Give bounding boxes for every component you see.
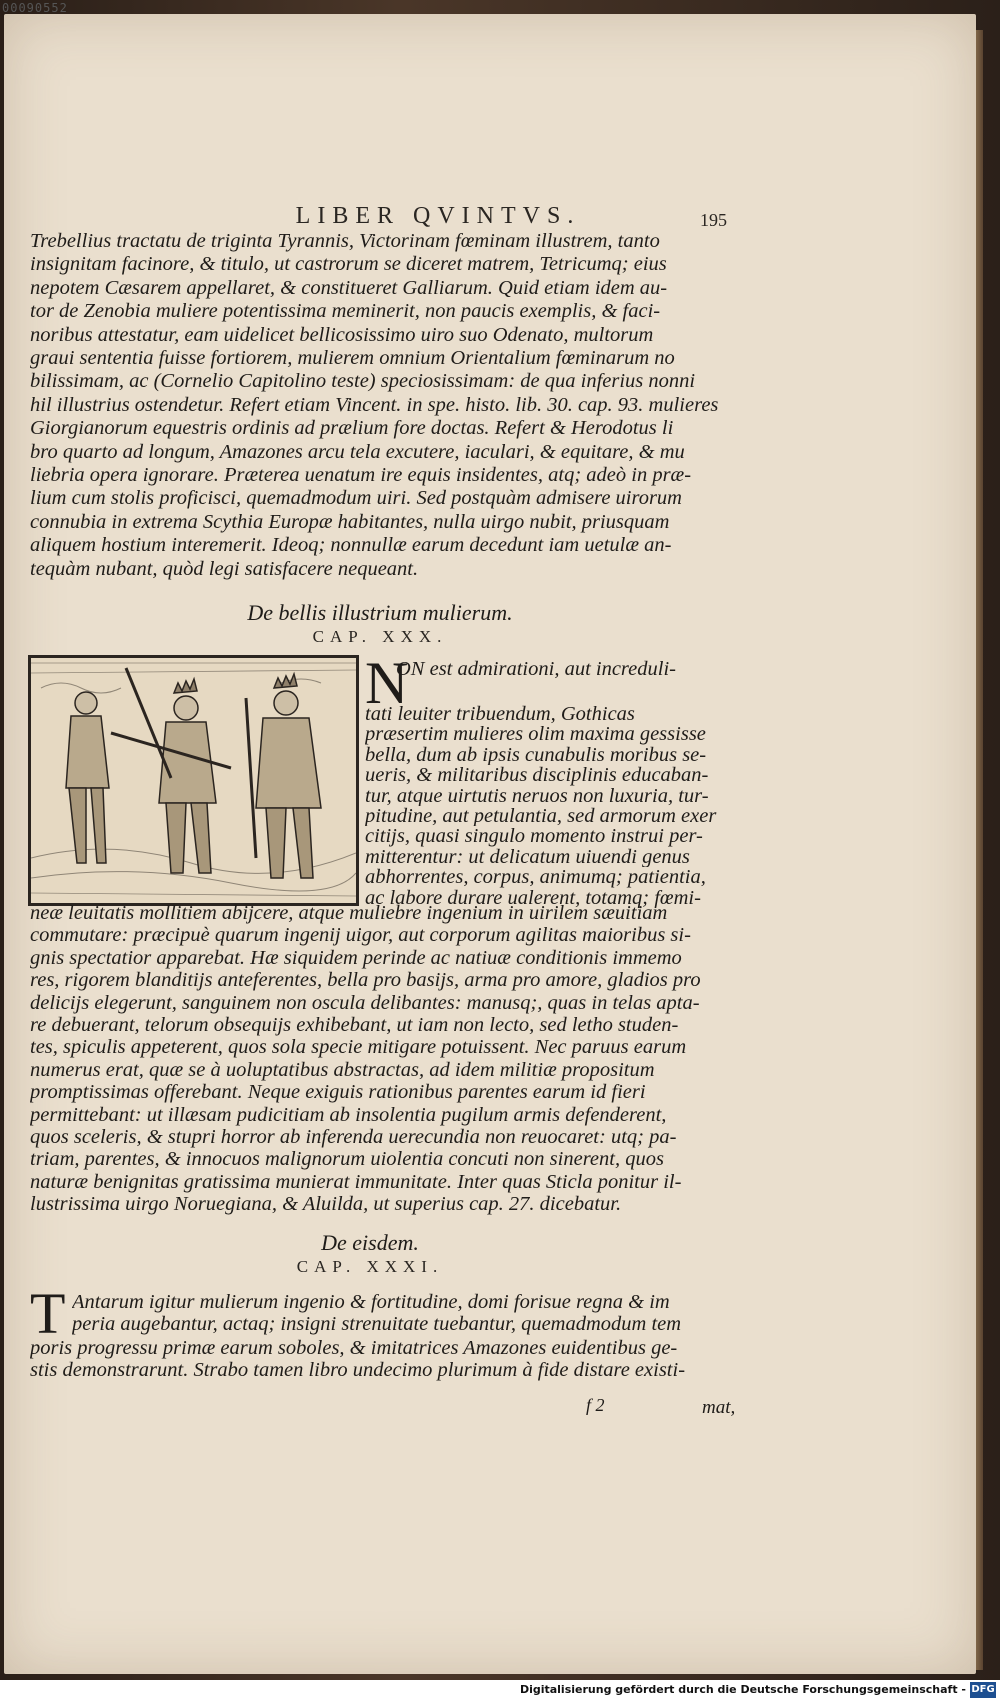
text-line: stis demonstrarunt. Strabo tamen libro undecimo plurimum à fide distare existi- — [30, 1359, 686, 1381]
chapter-31-full-width — [30, 1337, 736, 1381]
text-line: abhorrentes, corpus, animumq; patientia, — [365, 867, 706, 888]
text-line: pitudine, aut petulantia, sed armorum exer — [365, 806, 717, 827]
digitization-credit: Digitalisierung gefördert durch die Deutsche Forschungsgemeinschaft - — [519, 1683, 966, 1696]
text-line: gnis spectatior apparebat. Hæ siquidem perinde ac natiuæ conditionis immemo — [30, 946, 682, 969]
text-line: ueris, & militaribus disciplinis educaban- — [365, 765, 709, 786]
text-line: hil illustrius ostendetur. Refert etiam Vincent. in spe. histo. lib. 30. cap. 93. mulieres — [30, 393, 719, 416]
text-line: bella, dum ab ipsis cunabulis moribus se- — [365, 744, 707, 766]
woodcut-illustration — [28, 655, 359, 906]
paragraph-intro — [30, 230, 730, 581]
text-line: noribus attestatur, eam uidelicet bellicosissimo uiro suo Odenato, multorum — [30, 323, 654, 346]
text-line: numerus erat, quæ se à uoluptatibus abstractas, ad idem militiæ propositum — [30, 1058, 655, 1081]
chapter-31-cap-label: CAP. XXXI. — [296, 1257, 444, 1276]
text-line: re debuerant, telorum obsequijs exhibebant, ut iam non lecto, sed letho studen- — [30, 1014, 679, 1037]
text-line: triam, parentes, & innocuos malignorum uiolentia concuti non sinerent, quos — [30, 1148, 664, 1171]
text-line: lustrissima uirgo Noruegiana, & Aluilda, ut superius cap. 27. dicebatur. — [30, 1193, 622, 1216]
text-line: Trebellius tractatu de triginta Tyrannis, Victorinam fœminam illustrem, tanto — [30, 230, 660, 252]
text-line: lium cum stolis proficisci, quemadmodum uiri. Sed postquàm admisere uirorum — [30, 487, 682, 510]
text-line: tati leuiter tribuendum, Gothicas — [365, 704, 635, 725]
text-line: neæ leuitatis mollitiem abijcere, atque muliebre ingenium in uirilem sæuitiam — [30, 902, 668, 924]
text-line: res, rigorem blanditijs anteferentes, bella pro basijs, arma pro amore, gladios pro — [30, 969, 701, 992]
text-line: naturæ benignitas gratissima munierat immunitate. Inter quas Sticla ponitur il- — [30, 1170, 682, 1193]
chapter-30-beside-image — [365, 704, 740, 908]
text-line: quos sceleris, & stupri horror ab inferenda uerecundia non reuocaret: utq; pa- — [30, 1126, 677, 1149]
drop-cap-n: N — [365, 650, 409, 716]
signature-mark: f 2 — [586, 1395, 605, 1415]
text-line: Giorgianorum equestris ordinis ad prælium fore doctas. Refert & Herodotus li — [30, 417, 674, 440]
chapter-31-heading: De eisdem. — [321, 1230, 419, 1255]
text-line: citijs, quasi singulo momento instrui per- — [365, 826, 703, 847]
text-line: connubia in extrema Scythia Europæ habitantes, nulla uirgo nubit, priusquam — [30, 510, 670, 533]
dfg-logo: DFG — [970, 1682, 996, 1698]
text-line: tes, spiculis appeterent, quos sola specie mitigare potuissent. Nec paruus earum — [30, 1036, 687, 1059]
text-line: poris progressu primæ earum soboles, & imitatrices Amazones euidentibus ge- — [30, 1337, 678, 1359]
catchword: mat, — [702, 1397, 736, 1418]
drop-cap-t: T — [30, 1281, 66, 1346]
text-line: præsertim mulieres olim maxima gessisse — [365, 724, 706, 745]
chapter-30-first-line — [396, 658, 736, 681]
text-line: permittebant: ut illæsam pudicitiam ab insolentia pugilum armis defenderent, — [30, 1103, 667, 1126]
woodcut-warrior-women-icon — [31, 658, 356, 903]
chapter-31-beside-dropcap — [72, 1291, 732, 1335]
text-line: tor de Zenobia muliere potentissima meminerit, non paucis exemplis, & faci- — [30, 300, 661, 323]
running-title: LIBER QVINTVS. — [295, 203, 581, 229]
chapter-30-full-width — [30, 902, 736, 1216]
text-line: commutare: præcipuè quarum ingenij uigor, aut corporum agilitas maioribus si- — [30, 924, 691, 947]
text-line: liebria opera ignorare. Præterea uenatum ire equis insidentes, atq; adeò in præ- — [30, 464, 692, 487]
text-line: promptissimas offerebant. Neque exiguis rationibus parentes earum id fieri — [30, 1081, 646, 1104]
text-line: graui sententia fuisse fortiorem, mulierem omnium Orientalium fœminarum no — [30, 347, 675, 370]
text-line: Antarum igitur mulierum ingenio & fortitudine, domi forisue regna & im — [72, 1291, 670, 1313]
text-line: tur, atque uirtutis neruos non luxuria, tur- — [365, 785, 709, 807]
chapter-30-heading: De bellis illustrium mulierum. — [247, 600, 513, 625]
text-line: ac labore durare ualerent, totamq; fœmi- — [365, 887, 701, 909]
scan-signature-mark: 00090552 — [2, 1, 68, 15]
text-line: mitterentur: ut delicatum uiuendi genus — [365, 846, 690, 868]
text-line: nepotem Cæsarem appellaret, & constitueret Galliarum. Quid etiam idem au- — [30, 276, 668, 299]
text-line: bilissimam, ac (Cornelio Capitolino teste) speciosissimam: de qua inferius nonni — [30, 370, 696, 393]
text-line: aliquem hostium interemerit. Ideoq; nonnullæ earum decedunt iam uetulæ an- — [30, 534, 672, 557]
text-line: insignitam facinore, & titulo, ut castrorum se diceret matrem, Tetricumq; eius — [30, 253, 667, 276]
text-line: bro quarto ad longum, Amazones arcu tela excutere, iaculari, & equitare, & mu — [30, 440, 685, 463]
text-line: tequàm nubant, quòd legi satisfacere nequeant. — [30, 557, 419, 580]
page-number: 195 — [700, 210, 727, 230]
chapter-30-cap-label: CAP. XXX. — [312, 627, 448, 646]
text-line: ON est admirationi, aut increduli- — [396, 658, 676, 680]
text-line: peria augebantur, actaq; insigni strenuitate tuebantur, quemadmodum tem — [72, 1313, 682, 1335]
text-line: delicijs elegerunt, sanguinem non oscula delibantes: manusq;, quas in telas apta- — [30, 991, 700, 1014]
